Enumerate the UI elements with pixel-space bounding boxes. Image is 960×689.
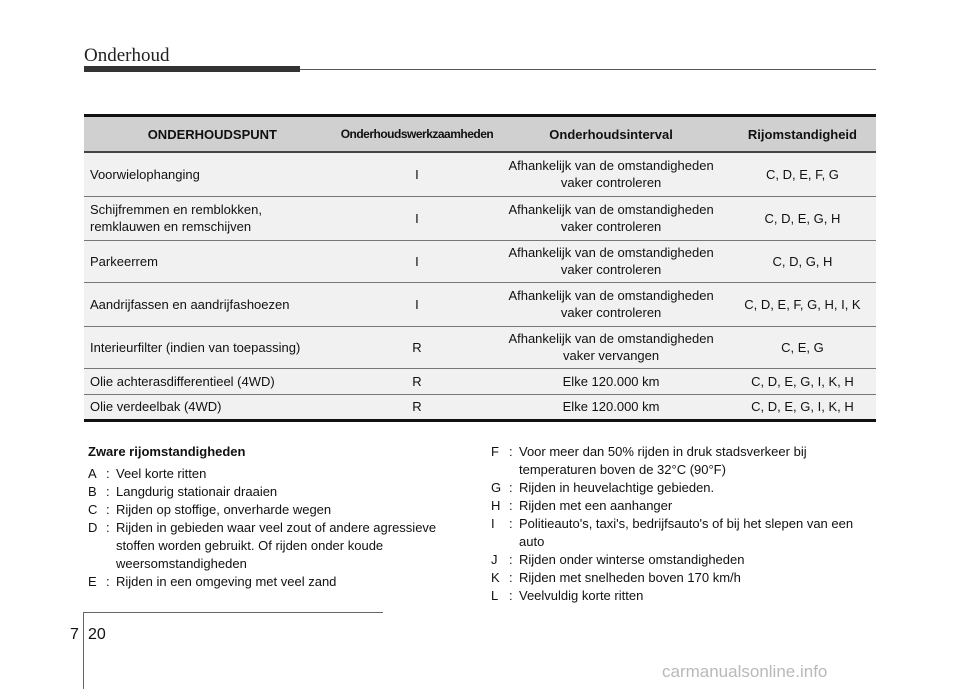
table-cell-work: I	[341, 152, 494, 196]
header-rule-thick	[84, 66, 300, 72]
note-separator: :	[509, 516, 513, 531]
column-header: Rijomstandigheid	[729, 116, 876, 153]
table-cell-interval: Afhankelijk van de omstandigheden vaker vervangen	[493, 326, 729, 368]
note-key: K	[491, 570, 500, 585]
note-item	[491, 569, 881, 587]
note-text: Langdurig stationair draaien	[116, 484, 278, 499]
table-header-row	[84, 116, 876, 153]
table-cell-conditions: C, D, E, G, I, K, H	[729, 368, 876, 394]
table-cell-conditions: C, E, G	[729, 326, 876, 368]
table-cell-work: I	[341, 282, 494, 326]
table-cell-work: R	[341, 326, 494, 368]
table-row	[84, 394, 876, 420]
note-item	[491, 515, 881, 551]
note-text: Veel korte ritten	[116, 466, 207, 481]
note-text: Rijden in heuvelachtige gebieden.	[519, 480, 715, 495]
table-row	[84, 240, 876, 282]
note-item	[491, 497, 881, 515]
table-cell-interval: Afhankelijk van de omstandigheden vaker controleren	[493, 152, 729, 196]
note-key: D	[88, 520, 98, 535]
note-item	[491, 587, 881, 605]
note-key: L	[491, 588, 499, 603]
column-header: ONDERHOUDSPUNT	[84, 116, 341, 153]
note-separator: :	[509, 588, 513, 603]
table-cell-item: Schijfremmen en remblokken, remklauwen en remschijven	[84, 196, 341, 240]
table-cell-interval: Afhankelijk van de omstandigheden vaker controleren	[493, 196, 729, 240]
note-separator: :	[509, 498, 513, 513]
note-separator: :	[106, 520, 110, 535]
table-cell-interval: Afhankelijk van de omstandigheden vaker controleren	[493, 282, 729, 326]
note-separator: :	[509, 570, 513, 585]
column-header: Onderhoudswerkzaamheden	[341, 116, 494, 153]
table-cell-item: Olie achterasdifferentieel (4WD)	[84, 368, 341, 394]
table-row	[84, 326, 876, 368]
footer-horizontal-line	[83, 612, 383, 613]
table-cell-work: R	[341, 394, 494, 420]
note-separator: :	[106, 484, 110, 499]
table-cell-work: R	[341, 368, 494, 394]
note-separator: :	[106, 466, 110, 481]
note-text: Rijden in een omgeving met veel zand	[116, 574, 337, 589]
table-row	[84, 282, 876, 326]
notes-right	[491, 443, 881, 605]
watermark: carmanualsonline.info	[662, 662, 828, 681]
note-key: F	[491, 444, 499, 459]
notes-title: Zware rijomstandigheden	[88, 444, 246, 459]
note-text: Rijden in gebieden waar veel zout of andere agressieve stoffen worden gebruikt. Of rijden onder koude weersomstandigheden	[116, 520, 437, 571]
header-rule-thin	[300, 69, 876, 70]
note-key: B	[88, 484, 97, 499]
note-separator: :	[509, 552, 513, 567]
table-row	[84, 196, 876, 240]
column-header: Onderhoudsinterval	[493, 116, 729, 153]
note-key: E	[88, 574, 97, 589]
table-cell-item: Voorwielophanging	[84, 152, 341, 196]
note-item	[88, 573, 468, 591]
note-text: Politieauto's, taxi's, bedrijfsauto's of bij het slepen van een auto	[519, 516, 854, 549]
note-key: I	[491, 516, 495, 531]
note-separator: :	[509, 444, 513, 459]
chapter-title: Onderhoud	[84, 45, 170, 66]
note-text: Rijden op stoffige, onverharde wegen	[116, 502, 332, 517]
note-separator: :	[106, 502, 110, 517]
page-chapter-number: 7	[70, 626, 79, 643]
table-row	[84, 152, 876, 196]
table-cell-item: Interieurfilter (indien van toepassing)	[84, 326, 341, 368]
note-text: Rijden met snelheden boven 170 km/h	[519, 570, 741, 585]
note-item	[491, 443, 881, 479]
note-text: Veelvuldig korte ritten	[519, 588, 644, 603]
note-item	[88, 501, 468, 519]
notes-left	[88, 443, 468, 591]
page-number: 20	[88, 626, 106, 643]
note-text: Rijden onder winterse omstandigheden	[519, 552, 745, 567]
note-key: A	[88, 466, 97, 481]
table-cell-work: I	[341, 240, 494, 282]
note-item	[88, 483, 468, 501]
table-cell-item: Olie verdeelbak (4WD)	[84, 394, 341, 420]
table-cell-conditions: C, D, G, H	[729, 240, 876, 282]
table-cell-interval: Afhankelijk van de omstandigheden vaker controleren	[493, 240, 729, 282]
note-separator: :	[509, 480, 513, 495]
table-cell-interval: Elke 120.000 km	[493, 394, 729, 420]
note-key: G	[491, 480, 502, 495]
table-cell-conditions: C, D, E, G, H	[729, 196, 876, 240]
note-key: J	[491, 552, 498, 567]
footer-vertical-line	[83, 612, 84, 689]
table-cell-conditions: C, D, E, F, G, H, I, K	[729, 282, 876, 326]
note-separator: :	[106, 574, 110, 589]
note-key: H	[491, 498, 501, 513]
table-row	[84, 368, 876, 394]
table-cell-interval: Elke 120.000 km	[493, 368, 729, 394]
note-text: Rijden met een aanhanger	[519, 498, 673, 513]
note-item	[491, 551, 881, 569]
maintenance-table	[84, 114, 876, 422]
table-cell-work: I	[341, 196, 494, 240]
note-item	[88, 519, 468, 573]
table-cell-item: Aandrijfassen en aandrijfashoezen	[84, 282, 341, 326]
note-item	[491, 479, 881, 497]
note-key: C	[88, 502, 98, 517]
note-text: Voor meer dan 50% rijden in druk stadsverkeer bij temperaturen boven de 32°C (90°F)	[519, 444, 807, 477]
note-item	[88, 465, 468, 483]
table-cell-conditions: C, D, E, F, G	[729, 152, 876, 196]
table-cell-item: Parkeerrem	[84, 240, 341, 282]
table-cell-conditions: C, D, E, G, I, K, H	[729, 394, 876, 420]
